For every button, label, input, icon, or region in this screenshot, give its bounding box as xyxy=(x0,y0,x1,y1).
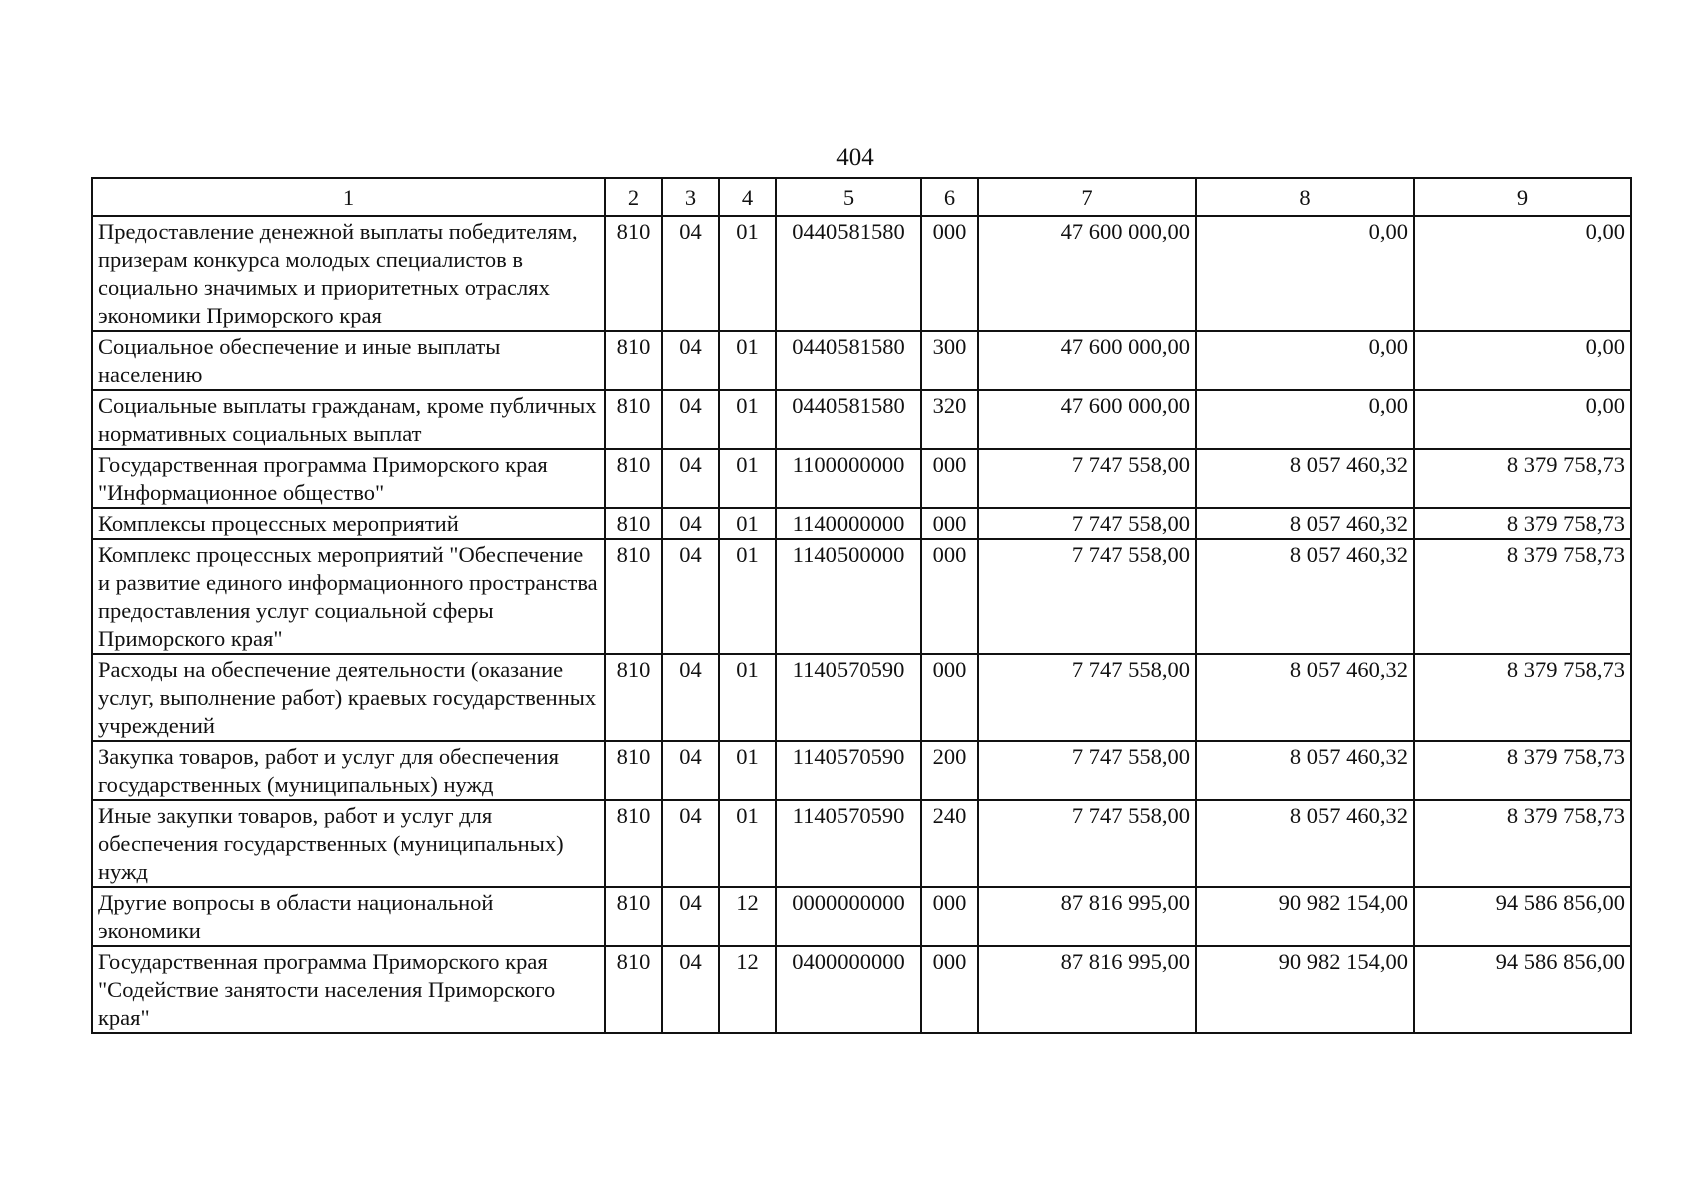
header-row xyxy=(92,178,1631,216)
amount-year-3: 0,00 xyxy=(1414,216,1631,331)
table-body xyxy=(92,216,1631,1033)
column-header: 1 xyxy=(92,178,605,216)
amount-year-2: 0,00 xyxy=(1196,216,1414,331)
ministry-code: 810 xyxy=(605,946,662,1033)
amount-year-2: 8 057 460,32 xyxy=(1196,654,1414,741)
table-row xyxy=(92,508,1631,539)
item-name: Иные закупки товаров, работ и услуг для обеспечения государственных (муниципальных) нужд xyxy=(92,800,605,887)
column-header: 7 xyxy=(978,178,1196,216)
table-row xyxy=(92,800,1631,887)
target-article-code: 0440581580 xyxy=(776,216,921,331)
target-article-code: 0000000000 xyxy=(776,887,921,946)
section-code: 04 xyxy=(662,449,719,508)
column-header: 3 xyxy=(662,178,719,216)
amount-year-3: 8 379 758,73 xyxy=(1414,539,1631,654)
item-name: Государственная программа Приморского края "Содействие занятости населения Приморского края" xyxy=(92,946,605,1033)
target-article-code: 0440581580 xyxy=(776,390,921,449)
amount-year-2: 8 057 460,32 xyxy=(1196,539,1414,654)
table-row xyxy=(92,331,1631,390)
section-code: 04 xyxy=(662,539,719,654)
expense-type-code: 200 xyxy=(921,741,978,800)
ministry-code: 810 xyxy=(605,654,662,741)
item-name: Закупка товаров, работ и услуг для обеспечения государственных (муниципальных) нужд xyxy=(92,741,605,800)
column-header: 4 xyxy=(719,178,776,216)
table-row xyxy=(92,887,1631,946)
amount-year-2: 8 057 460,32 xyxy=(1196,800,1414,887)
table-row xyxy=(92,216,1631,331)
subsection-code: 01 xyxy=(719,508,776,539)
target-article-code: 1140500000 xyxy=(776,539,921,654)
amount-year-3: 0,00 xyxy=(1414,390,1631,449)
section-code: 04 xyxy=(662,800,719,887)
table-row xyxy=(92,539,1631,654)
ministry-code: 810 xyxy=(605,449,662,508)
expense-type-code: 240 xyxy=(921,800,978,887)
page-number: 404 xyxy=(836,144,874,171)
ministry-code: 810 xyxy=(605,800,662,887)
section-code: 04 xyxy=(662,331,719,390)
amount-year-2: 8 057 460,32 xyxy=(1196,449,1414,508)
table-header xyxy=(92,178,1631,216)
amount-year-2: 0,00 xyxy=(1196,331,1414,390)
amount-year-3: 94 586 856,00 xyxy=(1414,946,1631,1033)
amount-year-3: 8 379 758,73 xyxy=(1414,800,1631,887)
subsection-code: 01 xyxy=(719,800,776,887)
amount-year-1: 7 747 558,00 xyxy=(978,654,1196,741)
amount-year-3: 94 586 856,00 xyxy=(1414,887,1631,946)
target-article-code: 1140570590 xyxy=(776,800,921,887)
subsection-code: 01 xyxy=(719,449,776,508)
expense-type-code: 000 xyxy=(921,449,978,508)
section-code: 04 xyxy=(662,741,719,800)
target-article-code: 1140570590 xyxy=(776,654,921,741)
target-article-code: 0440581580 xyxy=(776,331,921,390)
section-code: 04 xyxy=(662,654,719,741)
amount-year-1: 47 600 000,00 xyxy=(978,331,1196,390)
budget-table xyxy=(91,177,1632,1034)
subsection-code: 01 xyxy=(719,741,776,800)
expense-type-code: 000 xyxy=(921,216,978,331)
column-header: 6 xyxy=(921,178,978,216)
expense-type-code: 300 xyxy=(921,331,978,390)
amount-year-3: 8 379 758,73 xyxy=(1414,508,1631,539)
table-row xyxy=(92,449,1631,508)
subsection-code: 01 xyxy=(719,390,776,449)
ministry-code: 810 xyxy=(605,390,662,449)
section-code: 04 xyxy=(662,216,719,331)
amount-year-1: 7 747 558,00 xyxy=(978,539,1196,654)
subsection-code: 01 xyxy=(719,331,776,390)
section-code: 04 xyxy=(662,946,719,1033)
amount-year-3: 8 379 758,73 xyxy=(1414,741,1631,800)
column-header: 5 xyxy=(776,178,921,216)
column-header: 2 xyxy=(605,178,662,216)
column-header: 8 xyxy=(1196,178,1414,216)
expense-type-code: 000 xyxy=(921,508,978,539)
item-name: Социальное обеспечение и иные выплаты населению xyxy=(92,331,605,390)
item-name: Государственная программа Приморского края "Информационное общество" xyxy=(92,449,605,508)
amount-year-2: 0,00 xyxy=(1196,390,1414,449)
section-code: 04 xyxy=(662,508,719,539)
amount-year-2: 90 982 154,00 xyxy=(1196,946,1414,1033)
amount-year-1: 7 747 558,00 xyxy=(978,800,1196,887)
amount-year-3: 8 379 758,73 xyxy=(1414,654,1631,741)
amount-year-1: 7 747 558,00 xyxy=(978,741,1196,800)
amount-year-1: 47 600 000,00 xyxy=(978,216,1196,331)
amount-year-1: 87 816 995,00 xyxy=(978,946,1196,1033)
expense-type-code: 000 xyxy=(921,654,978,741)
table-row xyxy=(92,741,1631,800)
item-name: Расходы на обеспечение деятельности (оказание услуг, выполнение работ) краевых государственных учреждений xyxy=(92,654,605,741)
subsection-code: 12 xyxy=(719,887,776,946)
table-row xyxy=(92,390,1631,449)
section-code: 04 xyxy=(662,887,719,946)
subsection-code: 12 xyxy=(719,946,776,1033)
ministry-code: 810 xyxy=(605,741,662,800)
amount-year-3: 0,00 xyxy=(1414,331,1631,390)
amount-year-2: 90 982 154,00 xyxy=(1196,887,1414,946)
ministry-code: 810 xyxy=(605,887,662,946)
section-code: 04 xyxy=(662,390,719,449)
item-name: Другие вопросы в области национальной экономики xyxy=(92,887,605,946)
amount-year-1: 7 747 558,00 xyxy=(978,449,1196,508)
amount-year-1: 7 747 558,00 xyxy=(978,508,1196,539)
amount-year-2: 8 057 460,32 xyxy=(1196,508,1414,539)
subsection-code: 01 xyxy=(719,654,776,741)
item-name: Предоставление денежной выплаты победителям, призерам конкурса молодых специалистов в социально значимых и приоритетных отраслях экономики Приморского края xyxy=(92,216,605,331)
expense-type-code: 320 xyxy=(921,390,978,449)
table-row xyxy=(92,654,1631,741)
subsection-code: 01 xyxy=(719,539,776,654)
amount-year-1: 87 816 995,00 xyxy=(978,887,1196,946)
ministry-code: 810 xyxy=(605,539,662,654)
target-article-code: 0400000000 xyxy=(776,946,921,1033)
item-name: Комплекс процессных мероприятий "Обеспечение и развитие единого информационного пространства предоставления услуг социальной сферы Приморского края" xyxy=(92,539,605,654)
target-article-code: 1140570590 xyxy=(776,741,921,800)
amount-year-2: 8 057 460,32 xyxy=(1196,741,1414,800)
expense-type-code: 000 xyxy=(921,946,978,1033)
ministry-code: 810 xyxy=(605,508,662,539)
amount-year-1: 47 600 000,00 xyxy=(978,390,1196,449)
subsection-code: 01 xyxy=(719,216,776,331)
amount-year-3: 8 379 758,73 xyxy=(1414,449,1631,508)
expense-type-code: 000 xyxy=(921,539,978,654)
item-name: Социальные выплаты гражданам, кроме публичных нормативных социальных выплат xyxy=(92,390,605,449)
item-name: Комплексы процессных мероприятий xyxy=(92,508,605,539)
table-row xyxy=(92,946,1631,1033)
expense-type-code: 000 xyxy=(921,887,978,946)
target-article-code: 1140000000 xyxy=(776,508,921,539)
column-header: 9 xyxy=(1414,178,1631,216)
target-article-code: 1100000000 xyxy=(776,449,921,508)
ministry-code: 810 xyxy=(605,216,662,331)
ministry-code: 810 xyxy=(605,331,662,390)
